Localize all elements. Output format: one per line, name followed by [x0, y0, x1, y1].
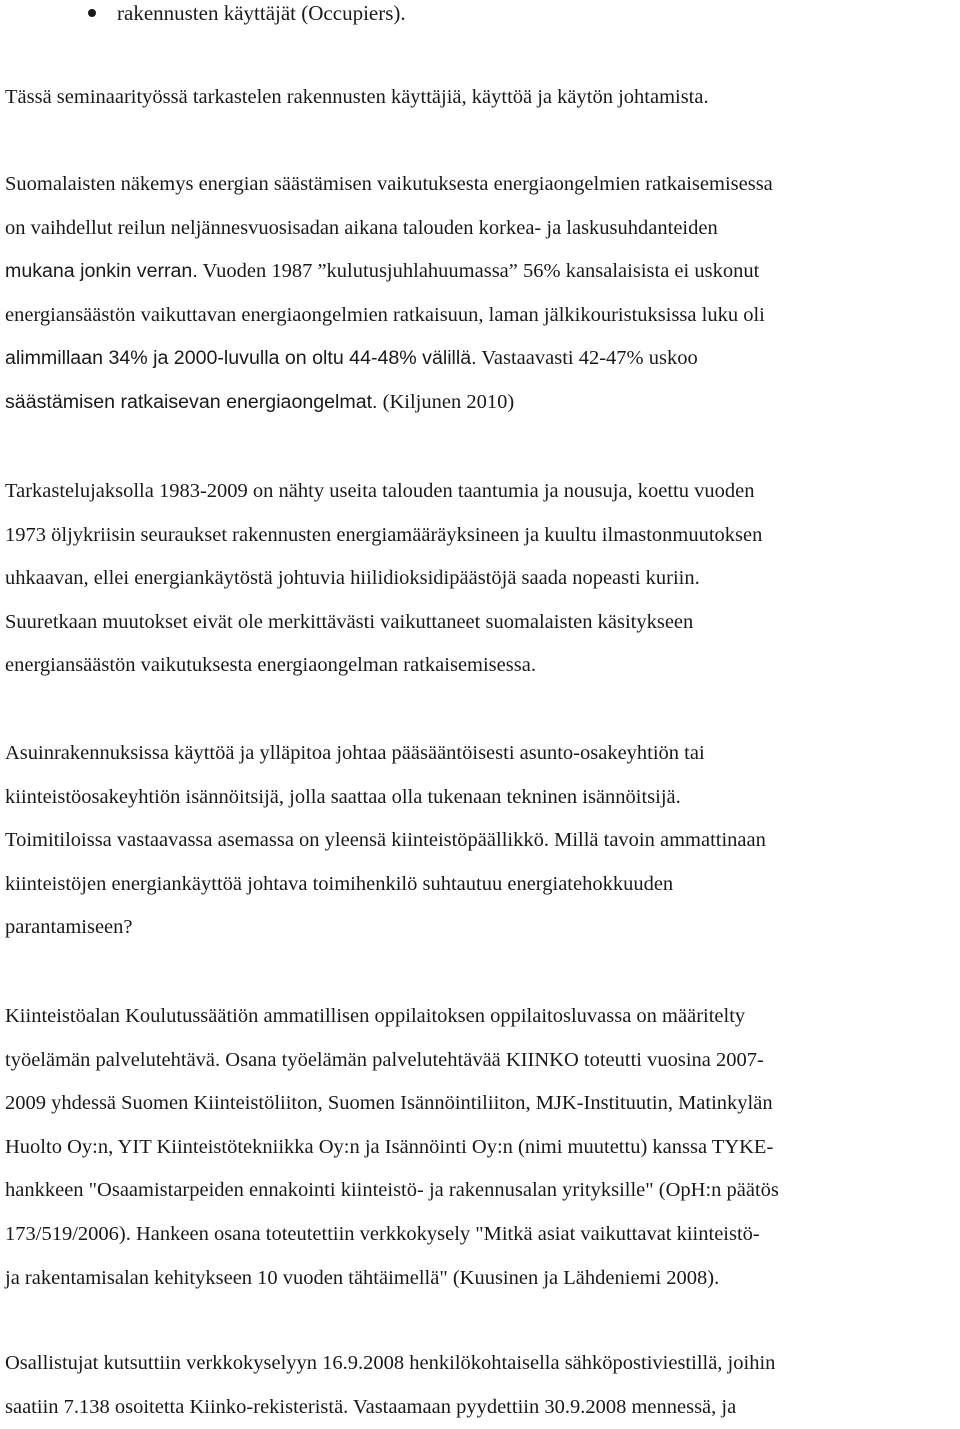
paragraph-review-period [5, 470, 960, 688]
text-line [5, 1342, 960, 1386]
text-span: Toimitiloissa vastaavassa asemassa on yleensä kiinteistöpäällikkö. Millä tavoin ammattinaan [5, 829, 766, 852]
paragraph-building-management [5, 732, 960, 950]
text-line [5, 470, 960, 514]
text-span: on vaihdellut reilun neljännesvuosisadan aikana talouden korkea- ja laskusuhdanteiden [5, 216, 718, 239]
text-span: hankkeen "Osaamistarpeiden ennakointi kiinteistö- ja rakennusalan yrityksille" (OpH:n päätös [5, 1179, 779, 1202]
text-span: Tässä seminaarityössä tarkastelen rakennusten käyttäjiä, käyttöä ja käytön johtamista. [5, 86, 709, 108]
text-line [5, 863, 960, 907]
text-span: alimmillaan 34% ja 2000-luvulla on oltu 44-48% välillä. [5, 347, 477, 370]
text-span: mukana jonkin verran. [5, 260, 198, 283]
text-line [5, 294, 960, 338]
text-span: 1973 öljykriisin seuraukset rakennusten energiamääräyksineen ja kuultu ilmastonmuutoksen [5, 523, 763, 546]
text-line [5, 163, 960, 207]
paragraph-intro [5, 76, 960, 120]
text-span: ja rakentamisalan kehitykseen 10 vuoden tähtäimellä" (Kuusinen ja Lähdeniemi 2008). [5, 1266, 720, 1289]
text-line [5, 1213, 960, 1257]
text-line [5, 557, 960, 601]
text-span: työelämän palvelutehtävä. Osana työelämän palvelutehtävää KIINKO toteutti vuosina 2007- [5, 1048, 764, 1071]
text-line [5, 1169, 960, 1213]
text-line [5, 207, 960, 251]
text-line [5, 776, 960, 820]
text-line [5, 732, 960, 776]
text-line [5, 1082, 960, 1126]
text-span: Kiinteistöalan Koulutussäätiön ammatillisen oppilaitoksen oppilaitosluvassa on määritelty [5, 1005, 746, 1027]
text-span: Tarkastelujaksolla 1983-2009 on nähty useita talouden taantumia ja nousuja, koettu vuoden [5, 480, 755, 502]
text-span: Vastaavasti 42-47% uskoo [476, 347, 698, 370]
text-span: Vuoden 1987 ”kulutusjuhlahuumassa” 56% kansalaisista ei uskonut [197, 260, 760, 283]
text-span: Suomalaisten näkemys energian säästämisen vaikutuksesta energiaongelmien ratkaisemisessa [5, 173, 773, 195]
text-span: kiinteistöjen energiankäyttöä johtava toimihenkilö suhtautuu energiatehokkuuden [5, 872, 674, 895]
text-span: parantamiseen? [5, 916, 133, 939]
bullet-icon [88, 9, 96, 17]
bullet-text: rakennusten käyttäjät (Occupiers). [117, 1, 406, 25]
text-line [5, 1386, 960, 1429]
text-span: Huolto Oy:n, YIT Kiinteistötekniikka Oy:n ja Isännöinti Oy:n (nimi muutettu) kanssa TYKE- [5, 1135, 774, 1158]
text-line [5, 337, 960, 381]
text-line [5, 250, 960, 294]
bullet-list-item [0, 0, 960, 28]
text-span: Osallistujat kutsuttiin verkkokyselyyn 16.9.2008 henkilökohtaisella sähköpostiviestillä, joihin [5, 1352, 776, 1374]
text-span: 173/519/2006). Hankeen osana toteutettiin verkkokysely "Mitkä asiat vaikuttavat kiinteistö- [5, 1222, 760, 1245]
text-line [5, 819, 960, 863]
text-span: säästämisen ratkaisevan energiaongelmat. [5, 390, 378, 413]
text-span: (Kiljunen 2010) [377, 390, 515, 413]
text-span: 2009 yhdessä Suomen Kiinteistöliiton, Suomen Isännöintiliiton, MJK-Instituutin, Matinkylän [5, 1092, 773, 1115]
text-line [5, 381, 960, 425]
text-span: energiansäästön vaikuttavan energiaongelmien ratkaisuun, laman jälkikouristuksissa luku oli [5, 303, 765, 326]
text-line [5, 1039, 960, 1083]
paragraph-survey-participants [5, 1342, 960, 1429]
text-line [5, 601, 960, 645]
paragraph-kiinko-project [5, 995, 960, 1300]
text-span: Asuinrakennuksissa käyttöä ja ylläpitoa johtaa pääsääntöisesti asunto-osakeyhtiön tai [5, 742, 705, 764]
text-line [5, 1257, 960, 1301]
text-span: Suuretkaan muutokset eivät ole merkittävästi vaikuttaneet suomalaisten käsitykseen [5, 610, 694, 633]
text-span: uhkaavan, ellei energiankäytöstä johtuvia hiilidioksidipäästöjä saada nopeasti kuriin. [5, 567, 700, 590]
text-line [5, 644, 960, 688]
paragraph-energy-views [5, 163, 960, 425]
text-span: kiinteistöosakeyhtiön isännöitsijä, jolla saattaa olla tukenaan tekninen isännöitsijä. [5, 785, 681, 808]
text-span: energiansäästön vaikutuksesta energiaongelman ratkaisemisessa. [5, 654, 536, 677]
text-line [5, 514, 960, 558]
text-line [5, 1126, 960, 1170]
text-line [5, 76, 960, 120]
text-span: saatiin 7.138 osoitetta Kiinko-rekisteristä. Vastaamaan pyydettiin 30.9.2008 mennessä, ja [5, 1395, 737, 1418]
text-line [5, 906, 960, 950]
text-line [5, 995, 960, 1039]
